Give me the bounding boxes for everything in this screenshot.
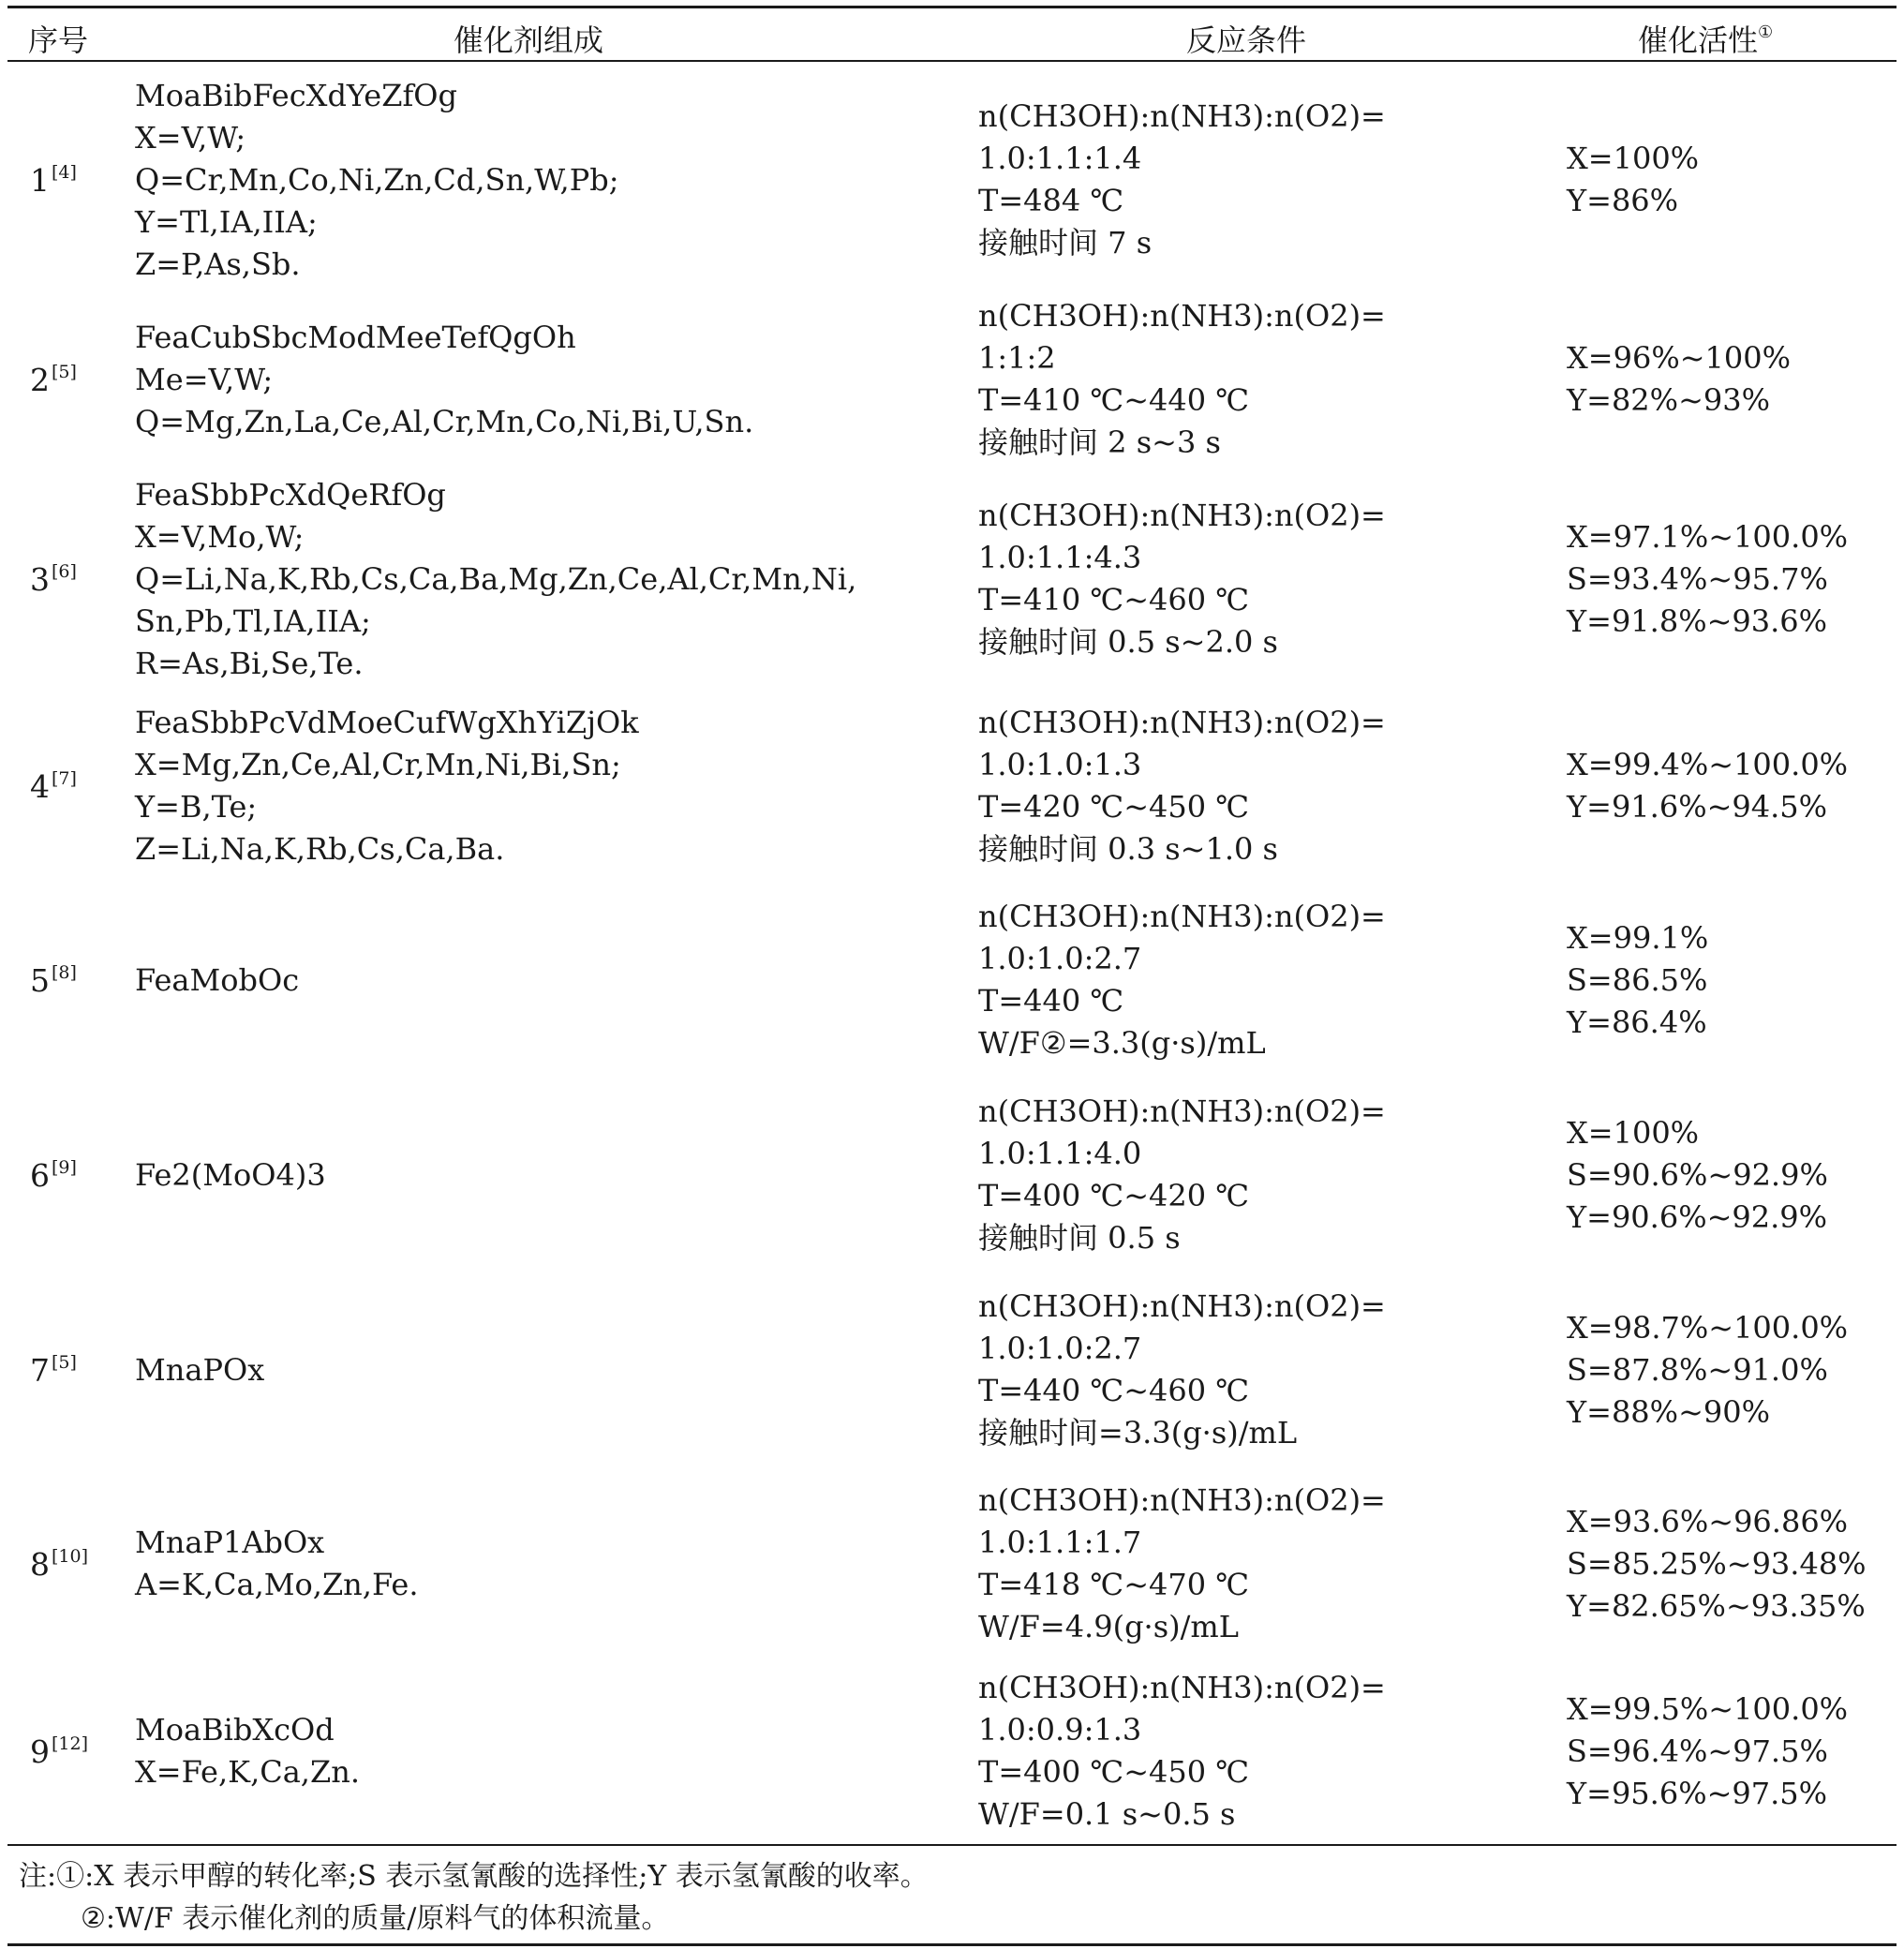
row-id-cell xyxy=(30,883,133,1078)
catalyst-line: MoaBibXcOd xyxy=(135,1712,335,1748)
header-catalyst: 催化剂组成 xyxy=(454,22,604,58)
activity-line: X=99.5%~100.0% xyxy=(1567,1690,1849,1727)
table-bottom-rule xyxy=(7,1844,1897,1846)
catalyst-line: Q=Mg,Zn,La,Ce,Al,Cr,Mn,Co,Ni,Bi,U,Sn. xyxy=(135,403,754,439)
activity-line: S=90.6%~92.9% xyxy=(1567,1156,1828,1193)
header-activity-mark: ① xyxy=(1758,22,1774,42)
catalyst-line: FeaMobOc xyxy=(135,961,300,998)
catalyst-line: FeaCubSbcModMeeTefQgOh xyxy=(135,319,576,355)
activity-cell xyxy=(1567,1272,1885,1467)
condition-line: 1.0:1.1:4.0 xyxy=(978,1136,1142,1171)
activity-line: Y=95.6%~97.5% xyxy=(1567,1775,1828,1811)
row-id: 7 xyxy=(30,1351,50,1389)
catalyst-line: Sn,Pb,Tl,IA,IIA; xyxy=(135,603,371,639)
row-id-cell xyxy=(30,1660,133,1842)
table-row xyxy=(7,690,1897,883)
activity-cell xyxy=(1567,1467,1885,1660)
condition-line: n(CH3OH):n(NH3):n(O2)= xyxy=(978,298,1386,334)
catalyst-cell xyxy=(135,69,978,290)
condition-line: 1.0:1.0:2.7 xyxy=(978,1331,1142,1366)
header-conditions: 反应条件 xyxy=(1186,22,1307,58)
table-row xyxy=(7,69,1897,290)
conditions-cell xyxy=(978,690,1559,883)
condition-line: T=410 ℃~460 ℃ xyxy=(978,582,1250,617)
activity-line: Y=82%~93% xyxy=(1567,382,1770,418)
condition-line: n(CH3OH):n(NH3):n(O2)= xyxy=(978,1670,1386,1705)
header-activity xyxy=(1638,17,1773,60)
activity-cell xyxy=(1567,69,1885,290)
table-row xyxy=(7,469,1897,690)
row-ref: [10] xyxy=(52,1545,89,1567)
condition-line: n(CH3OH):n(NH3):n(O2)= xyxy=(978,705,1386,740)
row-ref: [4] xyxy=(52,161,77,183)
condition-line: T=400 ℃~420 ℃ xyxy=(978,1178,1250,1213)
catalyst-line: Z=P,As,Sb. xyxy=(135,245,301,282)
condition-line: n(CH3OH):n(NH3):n(O2)= xyxy=(978,1288,1386,1324)
activity-line: S=87.8%~91.0% xyxy=(1567,1351,1828,1388)
conditions-cell xyxy=(978,883,1559,1078)
catalyst-line: Y=B,Te; xyxy=(135,789,258,825)
catalyst-cell xyxy=(135,883,978,1078)
catalyst-line: MoaBibFecXdYeZfOg xyxy=(135,77,457,113)
activity-line: Y=86% xyxy=(1567,183,1679,218)
condition-line: n(CH3OH):n(NH3):n(O2)= xyxy=(978,1482,1386,1518)
condition-line: W/F=4.9(g·s)/mL xyxy=(978,1609,1239,1644)
row-id: 6 xyxy=(30,1156,50,1194)
catalyst-line: MnaP1AbOx xyxy=(135,1525,325,1560)
condition-line: T=420 ℃~450 ℃ xyxy=(978,789,1250,825)
catalyst-line: FeaSbbPcVdMoeCufWgXhYiZjOk xyxy=(135,705,639,740)
conditions-cell xyxy=(978,1272,1559,1467)
condition-line: T=440 ℃~460 ℃ xyxy=(978,1373,1250,1408)
activity-line: Y=91.8%~93.6% xyxy=(1567,603,1828,639)
condition-line: n(CH3OH):n(NH3):n(O2)= xyxy=(978,1094,1386,1129)
condition-line: 1.0:1.1:1.7 xyxy=(978,1525,1142,1560)
activity-cell xyxy=(1567,469,1885,690)
row-id-cell xyxy=(30,290,133,469)
activity-line: Y=91.6%~94.5% xyxy=(1567,789,1828,825)
condition-line: n(CH3OH):n(NH3):n(O2)= xyxy=(978,98,1386,134)
table-header xyxy=(7,11,1897,60)
condition-line: W/F=0.1 s~0.5 s xyxy=(978,1796,1236,1832)
catalyst-line: A=K,Ca,Mo,Zn,Fe. xyxy=(135,1567,419,1602)
conditions-cell xyxy=(978,1467,1559,1660)
row-ref: [7] xyxy=(52,767,77,789)
row-id-cell xyxy=(30,1078,133,1272)
activity-cell xyxy=(1567,690,1885,883)
table-notes xyxy=(19,1855,929,1940)
condition-line: T=440 ℃ xyxy=(978,983,1124,1019)
catalyst-line: FeaSbbPcXdQeRfOg xyxy=(135,476,446,513)
catalyst-line: X=V,W; xyxy=(135,119,246,156)
catalyst-line: X=Fe,K,Ca,Zn. xyxy=(135,1754,360,1790)
catalyst-cell xyxy=(135,690,978,883)
row-id: 3 xyxy=(30,560,50,598)
catalyst-line: R=As,Bi,Se,Te. xyxy=(135,645,364,681)
note-2: ②:W/F 表示催化剂的质量/原料气的体积流量。 xyxy=(81,1902,670,1935)
row-ref: [8] xyxy=(52,961,77,983)
row-ref: [9] xyxy=(52,1156,77,1178)
activity-line: X=99.1% xyxy=(1567,919,1709,956)
catalyst-line: Q=Cr,Mn,Co,Ni,Zn,Cd,Sn,W,Pb; xyxy=(135,161,619,198)
catalyst-line: Q=Li,Na,K,Rb,Cs,Ca,Ba,Mg,Zn,Ce,Al,Cr,Mn,Ni, xyxy=(135,560,857,597)
activity-line: X=97.1%~100.0% xyxy=(1567,518,1849,555)
condition-line: n(CH3OH):n(NH3):n(O2)= xyxy=(978,498,1386,533)
table-row xyxy=(7,1467,1897,1660)
activity-line: Y=86.4% xyxy=(1567,1004,1707,1040)
catalyst-line: X=Mg,Zn,Ce,Al,Cr,Mn,Ni,Bi,Sn; xyxy=(135,747,621,782)
header-rule xyxy=(7,60,1897,62)
note-1: 注:①:X 表示甲醇的转化率;S 表示氢氰酸的选择性;Y 表示氢氰酸的收率。 xyxy=(19,1860,929,1893)
catalyst-cell xyxy=(135,469,978,690)
table-row xyxy=(7,1272,1897,1467)
row-ref: [12] xyxy=(52,1733,89,1754)
row-id: 9 xyxy=(30,1733,50,1770)
row-id-cell xyxy=(30,690,133,883)
condition-line: 接触时间 7 s xyxy=(978,225,1153,260)
catalyst-line: Fe2(MoO4)3 xyxy=(135,1156,326,1193)
catalyst-line: Me=V,W; xyxy=(135,361,274,397)
condition-line: T=400 ℃~450 ℃ xyxy=(978,1754,1250,1790)
catalyst-line: Z=Li,Na,K,Rb,Cs,Ca,Ba. xyxy=(135,831,505,867)
table-row xyxy=(7,883,1897,1078)
condition-line: n(CH3OH):n(NH3):n(O2)= xyxy=(978,899,1386,934)
activity-line: S=86.5% xyxy=(1567,961,1708,998)
activity-line: X=93.6%~96.86% xyxy=(1567,1503,1849,1540)
conditions-cell xyxy=(978,1078,1559,1272)
conditions-cell xyxy=(978,69,1559,290)
catalyst-cell xyxy=(135,1660,978,1842)
condition-line: T=418 ℃~470 ℃ xyxy=(978,1567,1250,1602)
activity-line: Y=90.6%~92.9% xyxy=(1567,1198,1828,1235)
row-id: 8 xyxy=(30,1545,50,1583)
row-id-cell xyxy=(30,69,133,290)
conditions-cell xyxy=(978,1660,1559,1842)
condition-line: 接触时间 0.5 s xyxy=(978,1220,1181,1256)
condition-line: 接触时间 0.3 s~1.0 s xyxy=(978,831,1278,867)
catalyst-line: X=V,Mo,W; xyxy=(135,518,305,555)
row-id: 4 xyxy=(30,767,50,805)
activity-cell xyxy=(1567,290,1885,469)
condition-line: 1.0:1.1:1.4 xyxy=(978,141,1142,176)
condition-line: 1.0:0.9:1.3 xyxy=(978,1712,1142,1748)
row-id-cell xyxy=(30,469,133,690)
activity-cell xyxy=(1567,883,1885,1078)
table-row xyxy=(7,1660,1897,1842)
row-id-cell xyxy=(30,1272,133,1467)
conditions-cell xyxy=(978,469,1559,690)
condition-line: W/F②=3.3(g·s)/mL xyxy=(978,1025,1266,1061)
row-id: 2 xyxy=(30,361,50,398)
condition-line: 1:1:2 xyxy=(978,340,1056,376)
row-id-cell xyxy=(30,1467,133,1660)
activity-line: S=96.4%~97.5% xyxy=(1567,1733,1828,1769)
activity-line: X=99.4%~100.0% xyxy=(1567,747,1849,782)
row-id: 1 xyxy=(30,161,50,199)
catalyst-cell xyxy=(135,1078,978,1272)
catalyst-cell xyxy=(135,1467,978,1660)
activity-line: Y=88%~90% xyxy=(1567,1393,1770,1430)
table-row xyxy=(7,1078,1897,1272)
catalyst-cell xyxy=(135,290,978,469)
condition-line: 接触时间 0.5 s~2.0 s xyxy=(978,624,1278,660)
row-ref: [5] xyxy=(52,361,77,382)
table-top-rule xyxy=(7,6,1897,8)
activity-cell xyxy=(1567,1078,1885,1272)
activity-line: X=96%~100% xyxy=(1567,340,1792,376)
condition-line: 接触时间=3.3(g·s)/mL xyxy=(978,1415,1298,1451)
condition-line: 接触时间 2 s~3 s xyxy=(978,424,1221,460)
catalyst-cell xyxy=(135,1272,978,1467)
table-row xyxy=(7,290,1897,469)
header-id: 序号 xyxy=(28,22,89,58)
condition-line: T=410 ℃~440 ℃ xyxy=(978,382,1250,418)
header-activity-label: 催化活性 xyxy=(1638,22,1759,58)
activity-line: S=85.25%~93.48% xyxy=(1567,1545,1867,1582)
row-id: 5 xyxy=(30,961,50,999)
activity-cell xyxy=(1567,1660,1885,1842)
activity-line: X=98.7%~100.0% xyxy=(1567,1309,1849,1346)
activity-line: X=100% xyxy=(1567,141,1700,176)
condition-line: 1.0:1.0:2.7 xyxy=(978,941,1142,976)
activity-line: Y=82.65%~93.35% xyxy=(1567,1587,1866,1624)
activity-line: X=100% xyxy=(1567,1114,1700,1151)
row-ref: [5] xyxy=(52,1351,77,1373)
condition-line: 1.0:1.1:4.3 xyxy=(978,540,1142,575)
catalyst-line: MnaPOx xyxy=(135,1351,265,1388)
row-ref: [6] xyxy=(52,560,77,582)
conditions-cell xyxy=(978,290,1559,469)
condition-line: T=484 ℃ xyxy=(978,183,1124,218)
activity-line: S=93.4%~95.7% xyxy=(1567,560,1828,597)
notes-bottom-rule xyxy=(7,1943,1897,1946)
catalyst-line: Y=Tl,IA,IIA; xyxy=(135,203,318,240)
condition-line: 1.0:1.0:1.3 xyxy=(978,747,1142,782)
